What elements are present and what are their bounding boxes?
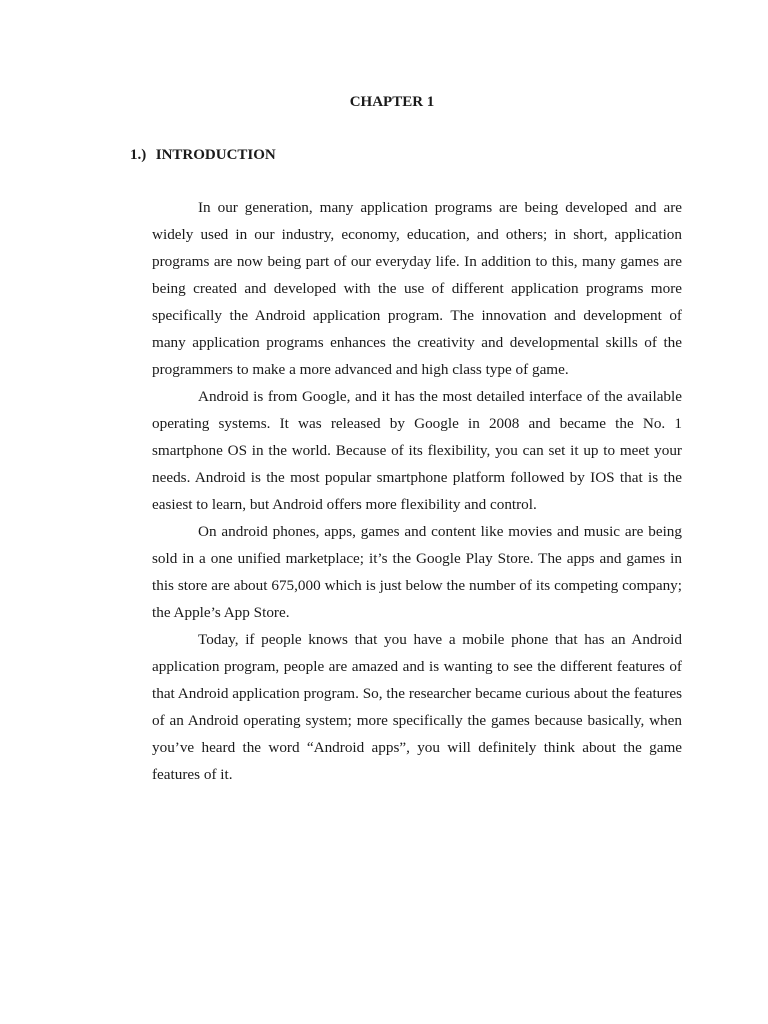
section-heading bbox=[130, 145, 276, 165]
chapter-title: CHAPTER 1 bbox=[349, 94, 435, 110]
body-text bbox=[152, 194, 682, 788]
paragraph: Android is from Google, and it has the most detailed interface of the available operating systems. It was released by Google in 2008 and became the No. 1 smartphone OS in the world. Because of its flexibility, you can set it up to meet your needs. Android is the most popular smartphone platform followed by IOS that is the easiest to learn, but Android offers more flexibility and control. bbox=[152, 388, 682, 513]
section-number: 1.) bbox=[130, 147, 147, 163]
paragraph: On android phones, apps, games and content like movies and music are being sold in a one unified marketplace; it’s the Google Play Store. The apps and games in this store are about 675,000 which is just below the number of its competing company; the Apple’s App Store. bbox=[152, 523, 682, 621]
paragraph: In our generation, many application programs are being developed and are widely used in our industry, economy, education, and others; in short, application programs are now being part of our everyday life. In addition to this, many games are being created and developed with the use of different application programs more specifically the Android application program. The innovation and development of many application programs enhances the creativity and developmental skills of the programmers to make a more advanced and high class type of game. bbox=[152, 199, 682, 378]
section-title: INTRODUCTION bbox=[155, 147, 276, 163]
paragraph: Today, if people knows that you have a mobile phone that has an Android application program, people are amazed and is wanting to see the different features of that Android application program. So, the researcher became curious about the features of an Android operating system; more specifically the games because basically, when you’ve heard the word “Android apps”, you will definitely think about the game features of it. bbox=[152, 631, 682, 783]
